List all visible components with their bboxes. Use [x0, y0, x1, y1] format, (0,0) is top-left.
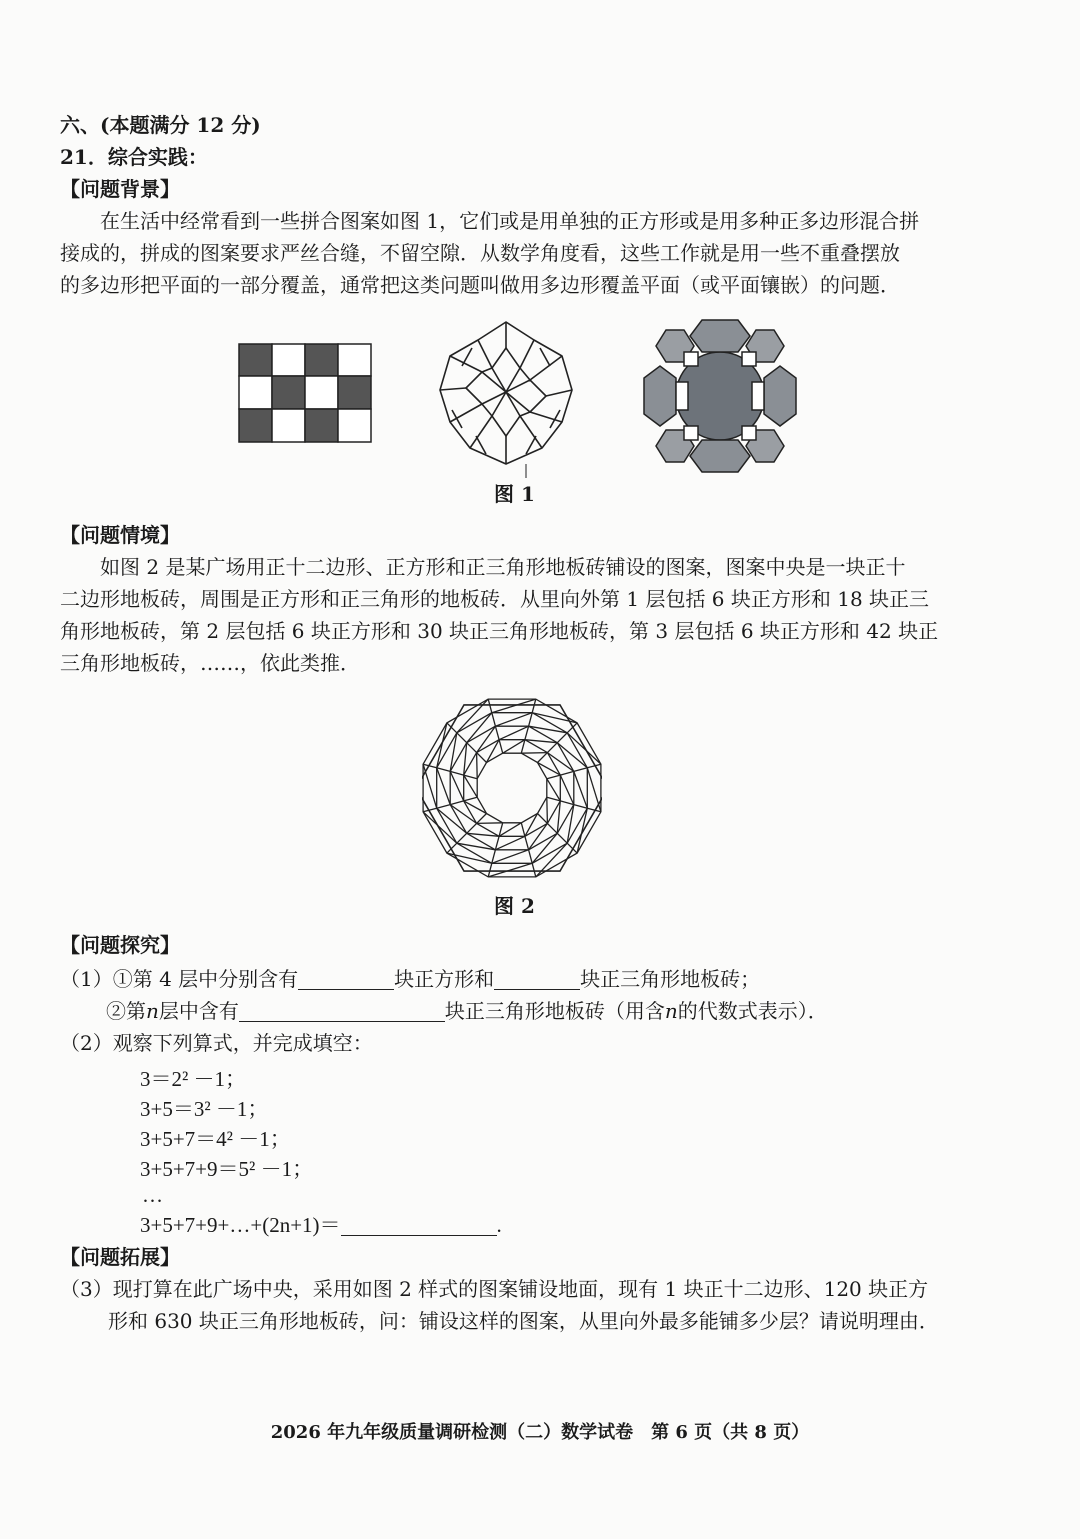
situation-heading: 【问题情境】	[60, 523, 180, 547]
extend-line-1: （3）现打算在此广场中央，采用如图 2 样式的图案铺设地面，现有 1 块正十二边形、120 块正方	[60, 1277, 929, 1301]
q1a-prefix: （1）①第 4 层中分别含有	[60, 967, 299, 991]
situation-line-4: 三角形地板砖，……，依此类推．	[60, 651, 360, 675]
answer-blank-triangles[interactable]	[494, 969, 580, 990]
figure1-pentagon-tiling	[436, 318, 576, 478]
q1b-mid: 层中含有	[158, 999, 239, 1023]
situation-line-3: 角形地板砖，第 2 层包括 6 块正方形和 30 块正三角形地板砖，第 3 层包括 6 块正方形和 42 块正	[60, 619, 939, 643]
equation-3: 3+5+7＝4² －1；	[140, 1127, 291, 1151]
final-equation	[140, 1210, 502, 1240]
question-1b	[106, 996, 828, 1026]
final-eq-end: .	[496, 1213, 502, 1237]
q1b-var2: n	[664, 999, 678, 1023]
equation-1: 3＝2² －1；	[140, 1067, 247, 1091]
figure1-octagon-tiling	[640, 316, 800, 476]
equation-4: 3+5+7+9＝5² －1；	[140, 1157, 314, 1181]
q1a-mid: 块正方形和	[394, 967, 495, 991]
final-eq-text: 3+5+7+9+…+(2n+1)＝	[140, 1213, 341, 1237]
extend-line-2: 形和 630 块正三角形地板砖，问：铺设这样的图案，从里向外最多能铺多少层？请说明理由．	[108, 1309, 939, 1333]
figure1-checkerboard	[238, 343, 372, 443]
answer-blank-nth-layer[interactable]	[239, 1001, 445, 1022]
answer-blank-sum[interactable]	[341, 1215, 497, 1236]
answer-blank-squares[interactable]	[298, 969, 394, 990]
background-line-2: 接成的，拼成的图案要求严丝合缝，不留空隙．从数学角度看，这些工作就是用一些不重叠摆放	[60, 241, 900, 265]
background-line-3: 的多边形把平面的一部分覆盖，通常把这类问题叫做用多边形覆盖平面（或平面镶嵌）的问题．	[60, 273, 900, 297]
q1b-suffix2: 的代数式表示）．	[677, 999, 828, 1023]
situation-line-2: 二边形地板砖，周围是正方形和正三角形的地板砖．从里向外第 1 层包括 6 块正方形和 18 块正三	[60, 587, 930, 611]
explore-heading: 【问题探究】	[60, 933, 180, 957]
q1b-prefix: ②第	[106, 999, 146, 1023]
question-2: （2）观察下列算式，并完成填空：	[60, 1031, 373, 1055]
background-line-1: 在生活中经常看到一些拼合图案如图 1，它们或是用单独的正方形或是用多种正多边形混合拼	[100, 209, 920, 233]
q1b-var: n	[146, 999, 159, 1023]
question-title: 21．综合实践：	[60, 145, 208, 169]
equation-ellipsis: …	[142, 1183, 163, 1207]
section-header: 六、(本题满分 12 分)	[60, 113, 261, 137]
background-heading: 【问题背景】	[60, 177, 180, 201]
figure1-caption: 图 1	[494, 482, 535, 506]
page-footer: 2026 年九年级质量调研检测（二）数学试卷 第 6 页（共 8 页）	[270, 1422, 810, 1443]
question-1a	[60, 964, 760, 994]
situation-line-1: 如图 2 是某广场用正十二边形、正方形和正三角形地板砖铺设的图案，图案中央是一块正十	[100, 555, 906, 579]
q1b-suffix1: 块正三角形地板砖（用含	[444, 999, 665, 1023]
figure2-dodecagon-tiling	[422, 688, 602, 888]
equation-2: 3+5＝3² －1；	[140, 1097, 269, 1121]
q1a-suffix: 块正三角形地板砖；	[580, 967, 761, 991]
extend-heading: 【问题拓展】	[60, 1245, 180, 1269]
figure2-caption: 图 2	[494, 894, 535, 918]
